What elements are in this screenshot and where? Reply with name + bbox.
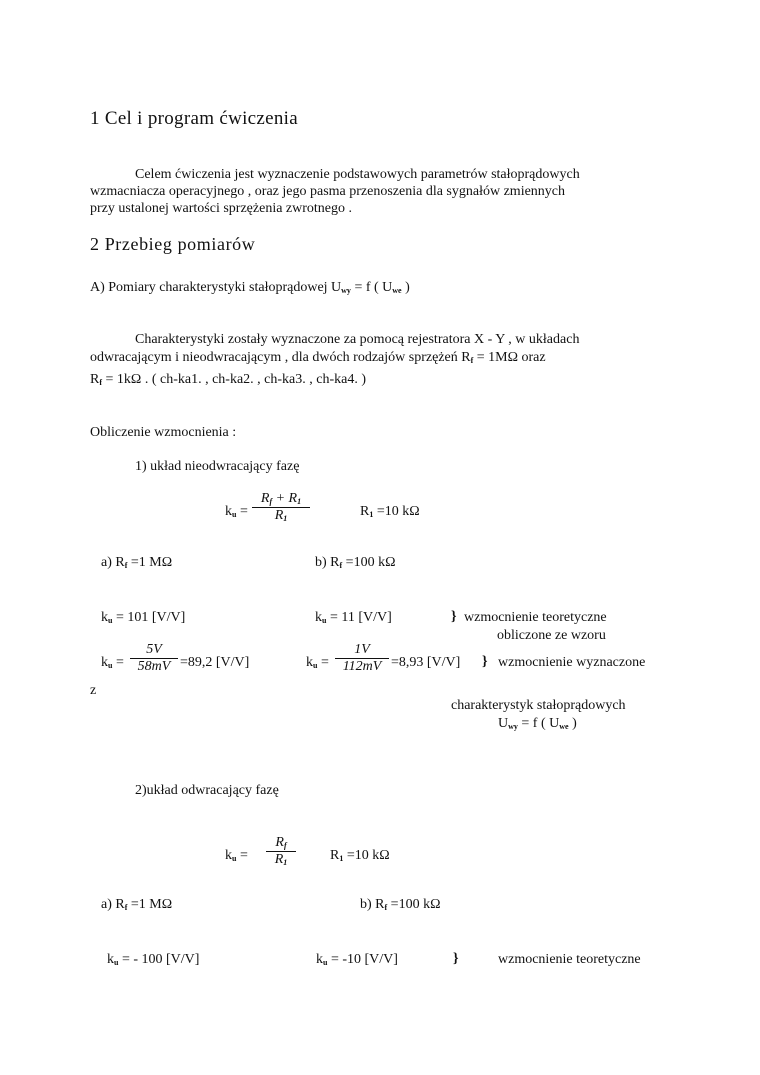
case-2-r1-sub: 1 <box>339 854 344 863</box>
case-1-theory-note-line-1: wzmocnienie teoretyczne <box>464 610 607 625</box>
case-2-r1-value: =10 kΩ <box>343 848 390 863</box>
case-1-option-b-sub: f <box>339 561 343 570</box>
case-1-theory-b-sub: u <box>322 616 327 625</box>
case-1-meas-note-end: ) <box>568 716 577 731</box>
case-2-theory-a-k: k <box>107 952 114 967</box>
section-2-paragraph-line-3-sub: f <box>99 378 103 387</box>
case-1-formula-num-plus: + R <box>272 491 298 506</box>
case-1-theory-b-value: = 11 [V/V] <box>326 610 392 625</box>
case-1-theory-note-line-2: obliczone ze wzoru <box>497 628 606 643</box>
case-2-option-b-label: b) R <box>360 897 385 912</box>
section-2-paragraph-line-2-b: = 1MΩ oraz <box>473 350 546 365</box>
case-1-r1 <box>360 503 420 523</box>
case-1-meas-b-sub: u <box>313 661 318 670</box>
case-1-meas-a-result: =89,2 [V/V] <box>180 655 250 670</box>
case-1-formula-eq: = <box>236 504 248 519</box>
case-1-meas-brace: } <box>482 654 488 669</box>
case-1-theory-b-k: k <box>315 610 322 625</box>
case-1-meas-b-lhs <box>306 654 329 674</box>
case-1-formula-denominator <box>252 507 310 524</box>
subsection-a-heading <box>90 279 410 299</box>
case-2-r1-label: R <box>330 848 340 863</box>
case-1-meas-b-result: =8,93 [V/V] <box>391 655 461 670</box>
section-2-paragraph-line-3-a: R <box>90 372 100 387</box>
case-1-theory-a <box>101 609 185 629</box>
calc-heading: Obliczenie wzmocnienia : <box>90 425 237 440</box>
case-2-option-b-sub: f <box>384 903 388 912</box>
section-2-title: 2 Przebieg pomiarów <box>90 234 256 254</box>
subsection-a-middle: = f ( U <box>350 280 393 295</box>
case-2-formula-lhs <box>225 847 248 867</box>
case-1-option-a <box>101 554 172 574</box>
case-1-meas-note-sub-in: we <box>559 722 569 731</box>
case-1-formula-den-sub: 1 <box>283 514 288 523</box>
case-1-formula-num-sub-2: 1 <box>297 497 302 506</box>
case-1-theory-a-sub: u <box>108 616 113 625</box>
case-2-formula-num-sub: f <box>283 841 287 850</box>
subsection-a-sub-in: we <box>392 286 402 295</box>
case-1-theory-brace: } <box>451 609 457 624</box>
case-1-meas-a-fraction <box>130 642 178 675</box>
case-2-formula-fraction <box>266 835 296 868</box>
case-1-option-a-sub: f <box>124 561 128 570</box>
case-2-option-b-value: =100 kΩ <box>387 897 441 912</box>
section-1-paragraph-line-2: wzmacniacza operacyjnego , oraz jego pasma przenoszenia dla sygnałów zmiennych <box>90 184 566 199</box>
case-1-meas-note-line-3 <box>498 715 577 735</box>
case-2-formula-den-sub: 1 <box>283 858 288 867</box>
case-2-option-b <box>360 896 440 916</box>
case-2-theory-b-sub: u <box>323 958 328 967</box>
case-1-option-a-label: a) R <box>101 555 125 570</box>
case-1-meas-b-k: k <box>306 655 313 670</box>
section-2-paragraph-line-2-sub: f <box>470 356 474 365</box>
case-2-theory-a-value: = - 100 [V/V] <box>118 952 200 967</box>
subsection-a-sub-out: wy <box>341 286 351 295</box>
case-1-meas-a-eq: = <box>112 655 124 670</box>
case-1-formula-numerator <box>252 491 310 507</box>
case-1-r1-sub: 1 <box>369 510 374 519</box>
case-1-formula-den-r: R <box>274 508 284 523</box>
case-1-meas-b-fraction <box>335 642 389 675</box>
case-1-formula-num-r: R <box>260 491 270 506</box>
case-2-formula-k-sub: u <box>232 854 237 863</box>
section-1-title: 1 Cel i program ćwiczenia <box>90 108 298 129</box>
case-1-meas-b-eq: = <box>317 655 329 670</box>
case-1-formula-k: k <box>225 504 232 519</box>
case-1-meas-a-sub: u <box>108 661 113 670</box>
case-1-meas-b-numerator: 1V <box>354 642 370 657</box>
section-1-paragraph-line-1: Celem ćwiczenia jest wyznaczenie podstawowych parametrów stałoprądowych <box>135 167 580 182</box>
case-1-theory-a-k: k <box>101 610 108 625</box>
case-2-option-a-value: =1 MΩ <box>127 897 173 912</box>
subsection-a-prefix: A) Pomiary charakterystyki stałoprądowej U <box>90 280 342 295</box>
subsection-a-suffix: ) <box>401 280 410 295</box>
case-2-formula-num-r: R <box>275 835 284 850</box>
case-1-formula-lhs <box>225 503 248 523</box>
case-1-option-a-value: =1 MΩ <box>127 555 173 570</box>
case-1-theory-b <box>315 609 392 629</box>
case-2-theory-brace: } <box>453 951 459 966</box>
case-1-formula-num-sub-1: f <box>269 497 273 506</box>
section-2-paragraph-line-2 <box>90 349 546 369</box>
case-1-option-b-label: b) R <box>315 555 340 570</box>
case-1-meas-a-denominator: 58mV <box>130 658 178 675</box>
case-1-meas-note-u: U <box>498 716 509 731</box>
case-1-meas-a-k: k <box>101 655 108 670</box>
case-1-meas-b-denominator: 112mV <box>335 658 389 675</box>
case-2-theory-b <box>316 951 398 971</box>
case-1-meas-a-numerator: 5V <box>146 642 162 657</box>
case-1-r1-value: =10 kΩ <box>373 504 420 519</box>
case-2-theory-a-sub: u <box>114 958 119 967</box>
case-1-r1-label: R <box>360 504 370 519</box>
case-1-meas-note-sub-out: wy <box>508 722 518 731</box>
case-1-meas-note-z: z <box>90 683 97 698</box>
case-1-meas-note-line-2: charakterystyk stałoprądowych <box>451 698 626 713</box>
case-2-title: 2)układ odwracający fazę <box>135 783 279 798</box>
case-2-formula-numerator <box>266 835 296 851</box>
case-1-option-b <box>315 554 395 574</box>
case-2-formula-k: k <box>225 848 232 863</box>
case-1-theory-a-value: = 101 [V/V] <box>112 610 186 625</box>
section-1-paragraph-line-3: przy ustalonej wartości sprzężenia zwrotnego . <box>90 201 353 216</box>
section-2-paragraph-line-3 <box>90 371 366 391</box>
case-1-meas-note-mid: = f ( U <box>517 716 560 731</box>
case-2-theory-note: wzmocnienie teoretyczne <box>498 952 641 967</box>
section-2-paragraph-line-2-a: odwracającym i nieodwracającym , dla dwóch rodzajów sprzężeń R <box>90 350 471 365</box>
section-2-paragraph-line-1: Charakterystyki zostały wyznaczone za pomocą rejestratora X - Y , w układach <box>135 332 580 347</box>
case-2-formula-eq: = <box>236 848 248 863</box>
section-2-paragraph-line-3-b: = 1kΩ . ( ch-ka1. , ch-ka2. , ch-ka3. , ch-ka4. ) <box>102 372 366 387</box>
case-1-meas-note-line-1: wzmocnienie wyznaczone <box>498 655 646 670</box>
case-2-option-a-sub: f <box>124 903 128 912</box>
case-1-title: 1) układ nieodwracający fazę <box>135 459 300 474</box>
case-2-r1 <box>330 847 390 867</box>
case-2-option-a-label: a) R <box>101 897 125 912</box>
case-2-formula-denominator <box>266 851 296 868</box>
case-1-formula-k-sub: u <box>232 510 237 519</box>
case-1-meas-a-lhs <box>101 654 124 674</box>
case-2-theory-a <box>107 951 199 971</box>
case-1-formula-fraction <box>252 491 310 524</box>
case-2-theory-b-value: = -10 [V/V] <box>327 952 398 967</box>
case-1-option-b-value: =100 kΩ <box>342 555 396 570</box>
case-2-theory-b-k: k <box>316 952 323 967</box>
case-2-formula-den-r: R <box>274 852 284 867</box>
case-2-option-a <box>101 896 172 916</box>
